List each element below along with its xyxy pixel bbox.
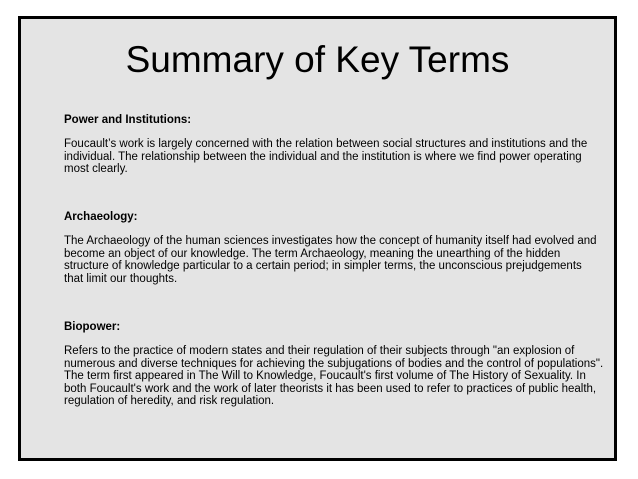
section-power-and-institutions — [64, 113, 604, 176]
section-body: Foucault’s work is largely concerned with the relation between social structures and institutions and the individual. The relationship between the individual and the institution is where we find power operating most clearly. — [64, 138, 588, 176]
section-heading: Power and Institutions: — [64, 114, 192, 126]
section-heading: Archaeology: — [64, 211, 138, 223]
slide-frame — [18, 16, 617, 461]
section-archaeology — [64, 210, 604, 285]
section-biopower — [64, 320, 604, 408]
section-body: The Archaeology of the human sciences investigates how the concept of humanity itself had evolved and become an object of our knowledge. The term Archaeology, meaning the unearthing of the hidden structure of knowledge particular to a certain period; in simpler terms, the unconscious prejudgements that limit our thoughts. — [64, 235, 597, 285]
slide-title: Summary of Key Terms — [125, 39, 510, 80]
section-body: Refers to the practice of modern states and their regulation of their subjects through "an explosion of numerous and diverse techniques for achieving the subjugations of bodies and the control of populations". The term first appeared in The Will to Knowledge, Foucault's first volume of The History of Sexuality. In both Foucault's work and the work of later theorists it has been used to refer to practices of public health, regulation of heredity, and risk regulation. — [64, 345, 604, 408]
section-heading: Biopower: — [64, 321, 121, 333]
